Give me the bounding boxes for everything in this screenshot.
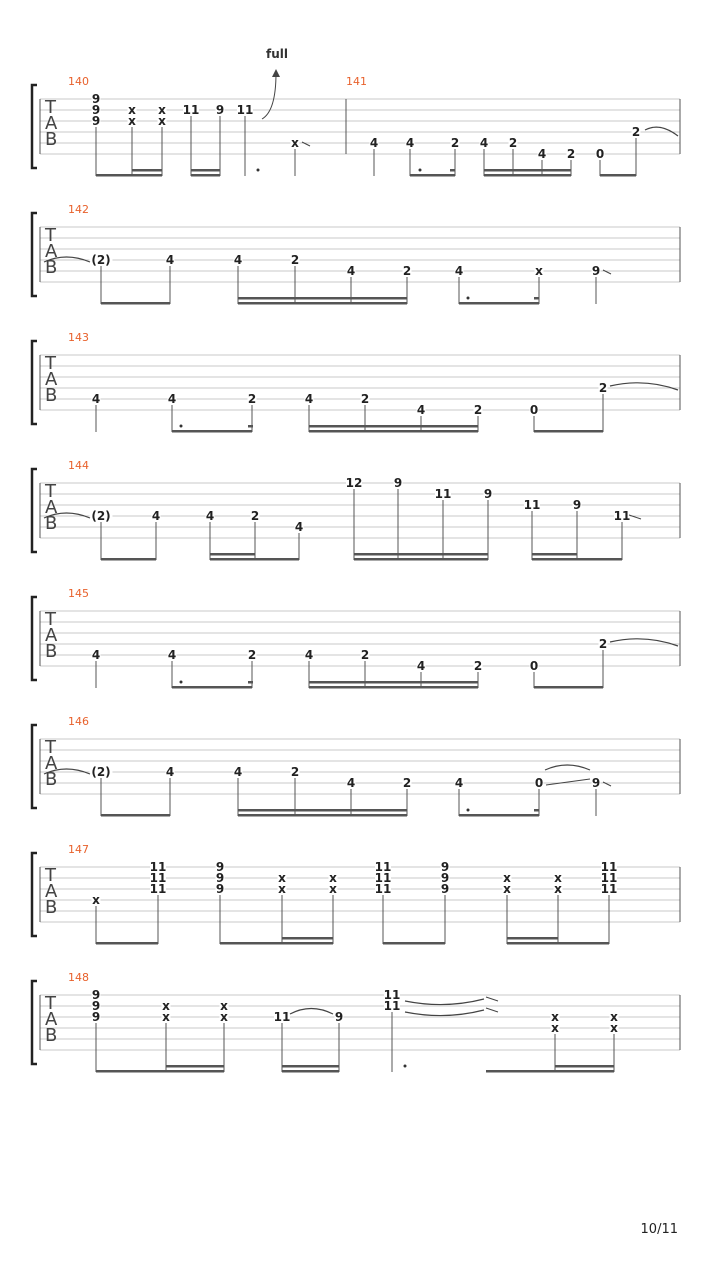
fret-number: 4 [165, 765, 175, 779]
system-bracket [32, 213, 37, 296]
fret-number: 9 [572, 498, 582, 512]
fret-number: x [329, 882, 337, 896]
system-bracket [32, 85, 37, 168]
fret-number: 2 [473, 403, 483, 417]
bend-label: full [266, 47, 288, 61]
fret-number: 11 [600, 871, 618, 885]
note-beam [532, 558, 622, 561]
fret-number: x [278, 871, 286, 885]
tab-clef-letter: A [45, 625, 58, 646]
tab-clef-letter: T [45, 737, 56, 758]
fret-number: 9 [215, 860, 225, 874]
fret-number: 0 [529, 659, 539, 673]
note-beam [486, 1070, 614, 1073]
bend-arrow-icon [272, 69, 280, 77]
fret-number: 9 [440, 860, 450, 874]
fret-number: 9 [91, 988, 101, 1002]
slide-mark [486, 997, 498, 1001]
fret-number: x [291, 136, 299, 150]
note-beam [96, 174, 162, 177]
dotted-note-dot [467, 809, 470, 812]
tab-clef-letter: T [45, 865, 56, 886]
measure-number: 147 [68, 843, 89, 856]
tab-clef-letter: T [45, 353, 56, 374]
note-beam [354, 558, 488, 561]
note-beam [172, 430, 252, 433]
fret-number: 2 [250, 509, 260, 523]
tie-arc [610, 639, 678, 646]
tab-clef-letter: B [45, 769, 58, 790]
fret-number: 0 [595, 147, 605, 161]
fret-number: 9 [91, 1010, 101, 1024]
tie-arc [610, 383, 678, 390]
fret-number: x [162, 999, 170, 1013]
note-beam [282, 1070, 339, 1073]
measure-number: 140 [68, 75, 89, 88]
tab-clef-letter: T [45, 225, 56, 246]
fret-number: x [128, 103, 136, 117]
fret-number: 2 [473, 659, 483, 673]
fret-number: 9 [215, 882, 225, 896]
fret-number: 11 [149, 882, 167, 896]
tab-clef-letter: B [45, 129, 58, 150]
fret-number: x [610, 1021, 618, 1035]
tab-system [32, 853, 680, 945]
note-beam [101, 558, 156, 561]
note-beam [410, 174, 455, 177]
note-beam [238, 809, 407, 812]
fret-number: 9 [440, 882, 450, 896]
system-bracket [32, 469, 37, 552]
note-beam [166, 1065, 224, 1068]
fret-number: 2 [360, 648, 370, 662]
note-beam [220, 942, 333, 945]
fret-number: 4 [479, 136, 489, 150]
fret-number: x [162, 1010, 170, 1024]
fret-number: 2 [450, 136, 460, 150]
tab-system [32, 213, 680, 305]
note-beam [96, 942, 158, 945]
note-beam [132, 169, 162, 172]
fret-number: 11 [149, 871, 167, 885]
fret-number: x [551, 1010, 559, 1024]
fret-number: 9 [334, 1010, 344, 1024]
fret-number: 9 [91, 999, 101, 1013]
fret-number: 12 [345, 476, 363, 490]
note-beam [534, 430, 603, 433]
system-bracket [32, 725, 37, 808]
tab-clef-letter: T [45, 97, 56, 118]
fret-number: (2) [91, 509, 111, 523]
note-beam [282, 937, 333, 940]
fret-number: x [554, 882, 562, 896]
tab-system [32, 341, 680, 433]
tab-clef-letter: B [45, 513, 58, 534]
fret-number: x [220, 999, 228, 1013]
measure-number: 146 [68, 715, 89, 728]
fret-number: 9 [393, 476, 403, 490]
fret-number: x [554, 871, 562, 885]
fret-number: 2 [402, 776, 412, 790]
note-beam [238, 814, 407, 817]
fret-number: 4 [454, 264, 464, 278]
measure-number: 148 [68, 971, 89, 984]
beam-flag [450, 169, 455, 172]
fret-number: 4 [167, 392, 177, 406]
fret-number: 0 [529, 403, 539, 417]
fret-number: 11 [236, 103, 254, 117]
fret-number: 4 [91, 392, 101, 406]
fret-number: 2 [360, 392, 370, 406]
fret-number: 2 [598, 381, 608, 395]
fret-number: x [128, 114, 136, 128]
fret-number: 4 [167, 648, 177, 662]
system-bracket [32, 981, 37, 1064]
fret-number: 11 [613, 509, 631, 523]
tab-clef-letter: A [45, 241, 58, 262]
fret-number: 11 [374, 871, 392, 885]
note-beam [309, 430, 478, 433]
note-beam [238, 302, 407, 305]
fret-number: 4 [304, 648, 314, 662]
fret-number: 2 [402, 264, 412, 278]
note-beam [191, 174, 220, 177]
fret-number: x [278, 882, 286, 896]
slide-mark [546, 779, 590, 785]
fret-number: 9 [483, 487, 493, 501]
beam-flag [248, 425, 253, 428]
fret-number: (2) [91, 253, 111, 267]
measure-number: 142 [68, 203, 89, 216]
system-bracket [32, 341, 37, 424]
fret-number: 0 [534, 776, 544, 790]
fret-number: 4 [165, 253, 175, 267]
fret-number: 11 [383, 999, 401, 1013]
note-beam [191, 169, 220, 172]
note-beam [238, 297, 407, 300]
fret-number: 11 [182, 103, 200, 117]
slide-mark [486, 1008, 498, 1012]
fret-number: 4 [205, 509, 215, 523]
fret-number: 11 [374, 860, 392, 874]
system-bracket [32, 597, 37, 680]
fret-number: 4 [294, 520, 304, 534]
tie-arc [405, 999, 484, 1005]
tab-system [32, 981, 680, 1073]
dotted-note-dot [419, 169, 422, 172]
tab-clef-letter: A [45, 881, 58, 902]
note-beam [210, 553, 255, 556]
tab-clef-letter: B [45, 897, 58, 918]
dotted-note-dot [257, 169, 260, 172]
tab-clef-letter: A [45, 1009, 58, 1030]
tab-clef-letter: T [45, 993, 56, 1014]
fret-number: 4 [369, 136, 379, 150]
note-beam [101, 302, 170, 305]
fret-number: 4 [151, 509, 161, 523]
tab-clef-letter: A [45, 113, 58, 134]
system-bracket [32, 853, 37, 936]
measure-number: 145 [68, 587, 89, 600]
fret-number: 4 [416, 403, 426, 417]
fret-number: 11 [600, 882, 618, 896]
note-beam [484, 169, 571, 172]
note-beam [309, 686, 478, 689]
tab-clef-letter: A [45, 369, 58, 390]
bend-curve [262, 73, 276, 119]
note-beam [354, 553, 488, 556]
tab-clef-letter: B [45, 385, 58, 406]
tab-system [32, 725, 680, 817]
fret-number: x [220, 1010, 228, 1024]
tie-arc [290, 1009, 333, 1015]
fret-number: 2 [631, 125, 641, 139]
fret-number: 9 [215, 103, 225, 117]
fret-number: x [92, 893, 100, 907]
fret-number: 4 [304, 392, 314, 406]
fret-number: 11 [434, 487, 452, 501]
beam-flag [534, 809, 539, 812]
fret-number: 4 [91, 648, 101, 662]
note-beam [210, 558, 299, 561]
tab-clef-letter: B [45, 1025, 58, 1046]
fret-number: 2 [247, 648, 257, 662]
fret-number: 9 [91, 114, 101, 128]
fret-number: 4 [346, 264, 356, 278]
fret-number: 2 [566, 147, 576, 161]
dotted-note-dot [180, 681, 183, 684]
note-beam [309, 425, 478, 428]
tab-clef-letter: A [45, 497, 58, 518]
note-beam [459, 302, 539, 305]
fret-number: 9 [215, 871, 225, 885]
fret-number: 9 [591, 264, 601, 278]
fret-number: 4 [537, 147, 547, 161]
note-beam [507, 942, 609, 945]
fret-number: x [158, 114, 166, 128]
note-beam [309, 681, 478, 684]
fret-number: 11 [149, 860, 167, 874]
fret-number: 2 [290, 765, 300, 779]
fret-number: 4 [405, 136, 415, 150]
note-beam [101, 814, 170, 817]
fret-number: 4 [233, 253, 243, 267]
fret-number: 11 [383, 988, 401, 1002]
fret-number: x [158, 103, 166, 117]
note-beam [383, 942, 445, 945]
fret-number: 11 [273, 1010, 291, 1024]
tie-arc [405, 1010, 484, 1016]
note-beam [459, 814, 539, 817]
fret-number: x [610, 1010, 618, 1024]
tab-clef-letter: A [45, 753, 58, 774]
dotted-note-dot [180, 425, 183, 428]
tab-system [32, 85, 680, 177]
fret-number: 9 [91, 103, 101, 117]
measure-number: 141 [346, 75, 367, 88]
fret-number: 11 [523, 498, 541, 512]
tab-clef-letter: T [45, 481, 56, 502]
fret-number: 11 [600, 860, 618, 874]
note-beam [555, 1065, 614, 1068]
tie-arc [545, 765, 590, 770]
tab-clef-letter: T [45, 609, 56, 630]
fret-number: x [503, 882, 511, 896]
fret-number: x [503, 871, 511, 885]
tab-system [32, 597, 680, 689]
note-beam [484, 174, 571, 177]
fret-number: x [329, 871, 337, 885]
fret-number: 9 [591, 776, 601, 790]
measure-number: 143 [68, 331, 89, 344]
fret-number: 11 [374, 882, 392, 896]
fret-number: 4 [346, 776, 356, 790]
fret-number: 9 [91, 92, 101, 106]
note-beam [534, 686, 603, 689]
tab-clef-letter: B [45, 257, 58, 278]
fret-number: x [535, 264, 543, 278]
fret-number: 9 [440, 871, 450, 885]
fret-number: 2 [508, 136, 518, 150]
note-beam [282, 1065, 339, 1068]
fret-number: 4 [454, 776, 464, 790]
page-number: 10/11 [640, 1222, 678, 1237]
note-beam [96, 1070, 224, 1073]
fret-number: 2 [290, 253, 300, 267]
dotted-note-dot [467, 297, 470, 300]
measure-number: 144 [68, 459, 89, 472]
fret-number: 2 [247, 392, 257, 406]
tab-clef-letter: B [45, 641, 58, 662]
dotted-note-dot [404, 1065, 407, 1068]
note-beam [172, 686, 252, 689]
fret-number: 4 [233, 765, 243, 779]
beam-flag [534, 297, 539, 300]
fret-number: x [551, 1021, 559, 1035]
note-beam [507, 937, 558, 940]
beam-flag [248, 681, 253, 684]
fret-number: 2 [598, 637, 608, 651]
fret-number: (2) [91, 765, 111, 779]
note-beam [532, 553, 577, 556]
fret-number: 4 [416, 659, 426, 673]
note-beam [600, 174, 636, 177]
